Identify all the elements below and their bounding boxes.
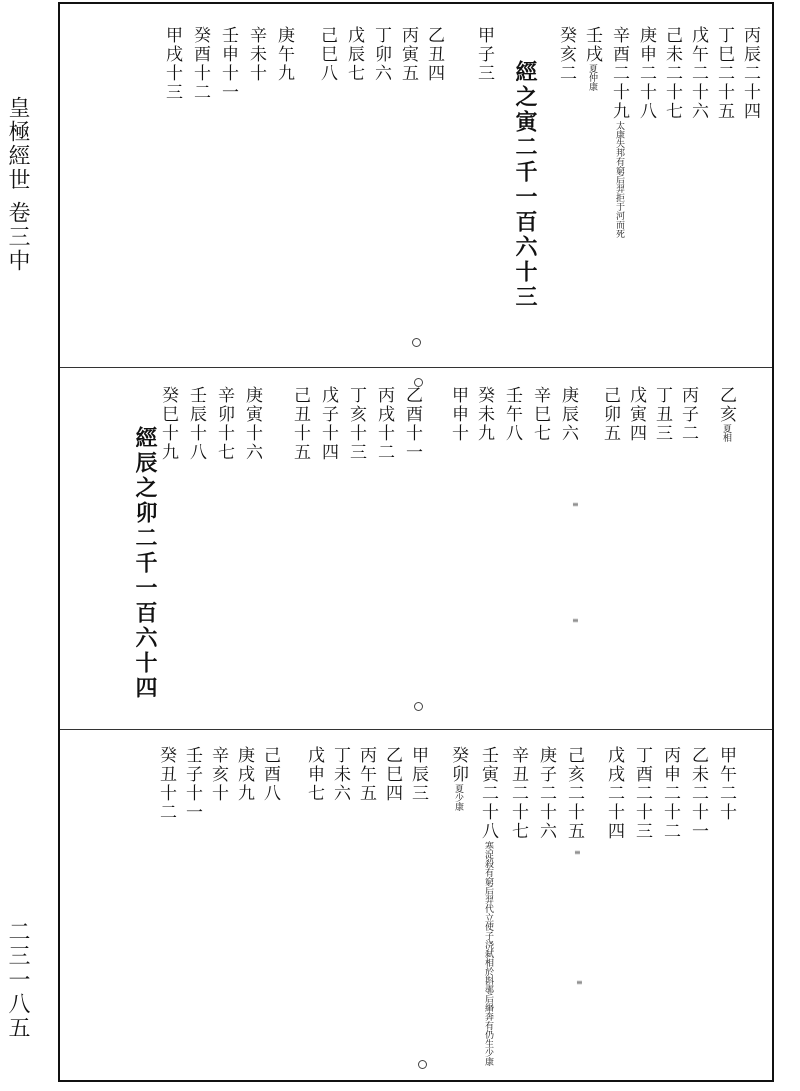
- year-column: 辛未十: [246, 26, 266, 83]
- band-3: [60, 729, 772, 1081]
- year-column: 庚戌九: [234, 746, 254, 803]
- circle-mark: [414, 702, 423, 711]
- annotation-note: 夏相: [721, 424, 731, 442]
- year-column: 己亥二十五: [564, 746, 584, 841]
- year-column: 戊子十四: [318, 386, 338, 462]
- year-column: 乙酉十一: [402, 386, 422, 462]
- year-column: 癸未九: [474, 386, 494, 443]
- annotation-note: 寒浞殺有窮后羿代立使子浇弑相於斟鄩后緡奔有仍生少康: [483, 841, 493, 1066]
- section-heading: 經辰之卯二千一百六十四: [132, 426, 158, 701]
- year-column: 戊午二十六: [688, 26, 708, 121]
- year-column: 辛酉二十九太康失邦有窮后羿拒于河而死: [609, 26, 629, 238]
- year-column: 壬辰十八: [186, 386, 206, 462]
- year-column: 癸亥二: [556, 26, 576, 83]
- year-column: 癸丑十二: [156, 746, 176, 822]
- year-column: 庚申二十八: [636, 26, 656, 121]
- circle-mark: [412, 338, 421, 347]
- annotation-note: 夏仲康: [587, 64, 597, 91]
- year-column: 丙申二十二: [660, 746, 680, 841]
- annotation-note: 夏少康: [453, 784, 463, 811]
- year-column: 甲辰三: [408, 746, 428, 803]
- pagination-mark: ≡: [576, 978, 583, 987]
- year-column: 辛亥十: [208, 746, 228, 803]
- book-title: 皇極經世 卷三中: [5, 96, 30, 273]
- year-column: 己丑十五: [290, 386, 310, 462]
- year-column: 丙戌十二: [374, 386, 394, 462]
- page-number: 二三一八五: [5, 920, 30, 1040]
- year-column: 己未二十七: [662, 26, 682, 121]
- year-column: 乙未二十一: [688, 746, 708, 841]
- year-column: 庚辰六: [558, 386, 578, 443]
- circle-mark: [418, 1060, 427, 1069]
- section-heading: 經之寅二千一百六十三: [512, 60, 538, 310]
- year-column: 癸卯夏少康: [448, 746, 468, 811]
- year-column: 壬寅二十八寒浞殺有窮后羿代立使子浇弑相於斟鄩后緡奔有仍生少康: [478, 746, 498, 1066]
- year-column: 己卯五: [600, 386, 620, 443]
- year-column: 丙寅五: [398, 26, 418, 83]
- page-frame: [58, 2, 774, 1082]
- year-column: 丁未六: [330, 746, 350, 803]
- year-column: 丙子二: [678, 386, 698, 443]
- pagination-mark: ≡: [572, 616, 579, 625]
- year-column: 丙午五: [356, 746, 376, 803]
- year-column: 戊申七: [304, 746, 324, 803]
- year-column: 辛巳七: [530, 386, 550, 443]
- annotation-note: 太康失邦有窮后羿拒于河而死: [614, 121, 624, 238]
- year-column: 丁亥十三: [346, 386, 366, 462]
- year-column: 壬戌夏仲康: [582, 26, 602, 91]
- band-1: [60, 4, 772, 367]
- year-column: 己巳八: [317, 26, 337, 83]
- year-column: 甲子三: [474, 26, 494, 83]
- year-column: 乙丑四: [424, 26, 444, 83]
- year-column: 壬午八: [502, 386, 522, 443]
- year-column: 辛丑二十七: [508, 746, 528, 841]
- year-column: 己酉八: [260, 746, 280, 803]
- year-column: 戊寅四: [626, 386, 646, 443]
- year-column: 戊辰七: [344, 26, 364, 83]
- band-2: [60, 367, 772, 730]
- year-column: 癸巳十九: [158, 386, 178, 462]
- year-column: 壬子十一: [182, 746, 202, 822]
- year-column: 庚午九: [274, 26, 294, 83]
- year-column: 庚子二十六: [536, 746, 556, 841]
- year-column: 甲戌十三: [162, 26, 182, 102]
- year-column: 丁丑三: [652, 386, 672, 443]
- year-column: 乙巳四: [382, 746, 402, 803]
- year-column: 戊戌二十四: [604, 746, 624, 841]
- year-column: 甲午二十: [716, 746, 736, 822]
- year-column: 丁卯六: [371, 26, 391, 83]
- year-column: 壬申十一: [218, 26, 238, 102]
- year-column: 丁酉二十三: [632, 746, 652, 841]
- pagination-mark: ≡: [572, 500, 579, 509]
- year-column: 庚寅十六: [242, 386, 262, 462]
- year-column: 丁巳二十五: [714, 26, 734, 121]
- year-column: 乙亥夏相: [716, 386, 736, 442]
- circle-mark: [414, 378, 423, 387]
- year-column: 丙辰二十四: [740, 26, 760, 121]
- pagination-mark: ≡: [574, 848, 581, 857]
- year-column: 甲申十: [448, 386, 468, 443]
- year-column: 辛卯十七: [214, 386, 234, 462]
- year-column: 癸酉十二: [190, 26, 210, 102]
